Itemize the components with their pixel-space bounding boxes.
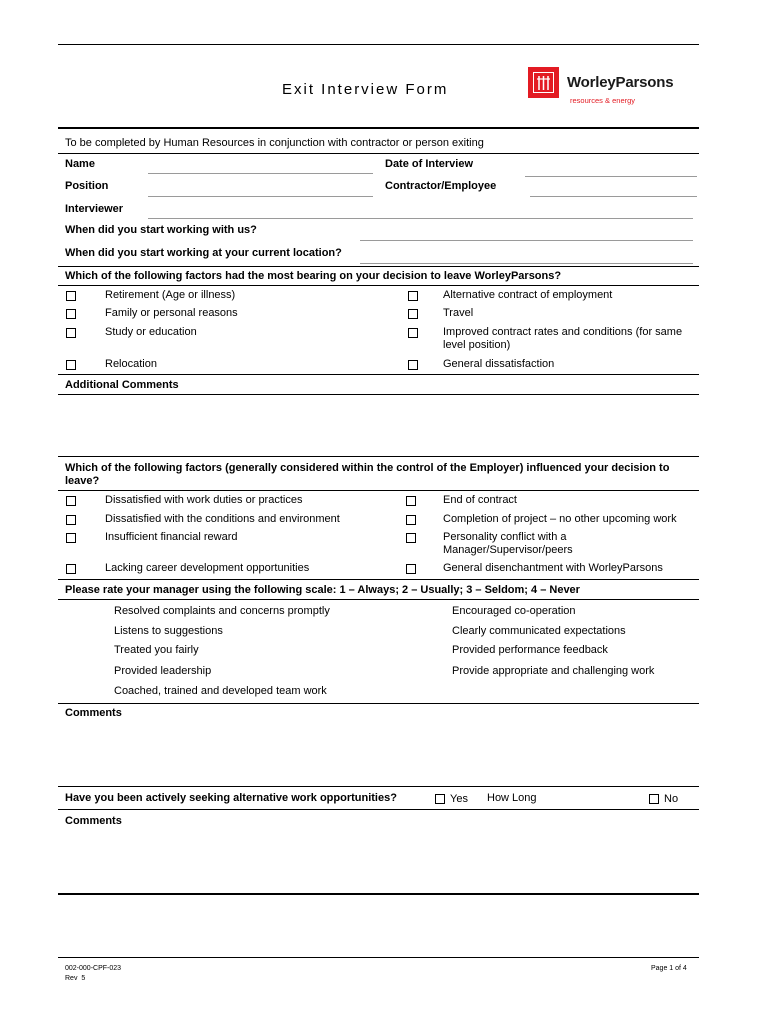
section3-question: Please rate your manager using the following scale: 1 – Always; 2 – Usually; 3 – Seldom; 4 – Never xyxy=(65,584,580,596)
end-of-contract-checkbox[interactable] xyxy=(406,496,416,506)
general-disenchantment-checkbox[interactable] xyxy=(406,564,416,574)
section2-question-rule xyxy=(58,490,699,491)
family-checkbox[interactable] xyxy=(66,309,76,319)
personality-conflict-checkbox[interactable] xyxy=(406,533,416,543)
logo-name: WorleyParsons xyxy=(567,74,674,91)
financial-reward-label: Insufficient financial reward xyxy=(105,531,238,543)
no-checkbox[interactable] xyxy=(649,794,659,804)
rating-item: Coached, trained and developed team work xyxy=(114,685,327,697)
additional-comments-label: Additional Comments xyxy=(65,379,179,391)
section1-question: Which of the following factors had the most bearing on your decision to leave WorleyParsons? xyxy=(65,270,562,282)
travel-label: Travel xyxy=(443,307,474,319)
general-disenchantment-label: General disenchantment with WorleyParsons xyxy=(443,562,663,574)
footer-rule xyxy=(58,957,699,958)
work-duties-checkbox[interactable] xyxy=(66,496,76,506)
interviewer-field[interactable] xyxy=(148,218,693,219)
start-location-field[interactable] xyxy=(360,263,693,264)
section2-question: Which of the following factors (generally considered within the control of the Employer) influenced your decision to xyxy=(65,462,670,474)
conditions-checkbox[interactable] xyxy=(66,515,76,525)
section3-comments-rule xyxy=(58,703,699,704)
start-location-label: When did you start working at your current location? xyxy=(65,247,342,259)
completion-of-project-label: Completion of project – no other upcoming work xyxy=(443,513,677,525)
name-label: Name xyxy=(65,158,95,170)
page-title: Exit Interview Form xyxy=(282,81,449,98)
rating-item: Provided leadership xyxy=(114,665,212,677)
financial-reward-checkbox[interactable] xyxy=(66,533,76,543)
family-label: Family or personal reasons xyxy=(105,307,238,319)
rating-item: Provide appropriate and challenging work xyxy=(452,665,655,677)
personality-conflict-label-cont: Manager/Supervisor/peers xyxy=(443,544,573,556)
start-working-label: When did you start working with us? xyxy=(65,224,257,236)
section1-comments-rule xyxy=(58,374,699,375)
date-of-interview-field[interactable] xyxy=(525,176,697,177)
alternative-contract-label: Alternative contract of employment xyxy=(443,289,613,301)
page-number: Page 1 of 4 xyxy=(651,965,687,972)
retirement-checkbox[interactable] xyxy=(66,291,76,301)
contractor-employee-field[interactable] xyxy=(530,196,697,197)
personality-conflict-label: Personality conflict with a xyxy=(443,531,567,543)
improved-rates-label-cont: level position) xyxy=(443,339,511,351)
section3-question-rule xyxy=(58,599,699,600)
interviewer-label: Interviewer xyxy=(65,203,124,215)
improved-rates-checkbox[interactable] xyxy=(408,328,418,338)
section4-comments-label: Comments xyxy=(65,815,122,827)
top-rule xyxy=(58,44,699,45)
career-development-label: Lacking career development opportunities xyxy=(105,562,310,574)
document-number: 002-000-CPF-023 xyxy=(65,965,122,972)
rating-item: Provided performance feedback xyxy=(452,644,608,656)
rating-item: Treated you fairly xyxy=(114,644,199,656)
study-checkbox[interactable] xyxy=(66,328,76,338)
logo-tagline: resources & energy xyxy=(570,96,636,105)
position-field[interactable] xyxy=(148,196,373,197)
position-label: Position xyxy=(65,180,109,192)
yes-checkbox[interactable] xyxy=(435,794,445,804)
general-dissatisfaction-label: General dissatisfaction xyxy=(443,358,555,370)
retirement-label: Retirement (Age or illness) xyxy=(105,289,236,301)
intro-text: To be completed by Human Resources in conjunction with contractor or person exiting xyxy=(65,137,484,149)
rating-item: Listens to suggestions xyxy=(114,625,223,637)
completion-of-project-checkbox[interactable] xyxy=(406,515,416,525)
section2-top-rule xyxy=(58,456,699,457)
relocation-checkbox[interactable] xyxy=(66,360,76,370)
rating-item: Resolved complaints and concerns promptly xyxy=(114,605,330,617)
relocation-label: Relocation xyxy=(105,358,157,370)
intro-rule xyxy=(58,153,699,154)
conditions-label: Dissatisfied with the conditions and environment xyxy=(105,513,340,525)
section1-question-rule xyxy=(58,285,699,286)
section1-top-rule xyxy=(58,266,699,267)
section4-comments-rule xyxy=(58,809,699,810)
improved-rates-label: Improved contract rates and conditions (for same xyxy=(443,326,683,338)
study-label: Study or education xyxy=(105,326,197,338)
general-dissatisfaction-checkbox[interactable] xyxy=(408,360,418,370)
date-of-interview-label: Date of Interview xyxy=(385,158,474,170)
alternative-contract-checkbox[interactable] xyxy=(408,291,418,301)
how-long-label: How Long xyxy=(487,792,537,804)
revision: Rev 5 xyxy=(65,975,86,982)
rating-item: Clearly communicated expectations xyxy=(452,625,626,637)
bottom-rule xyxy=(58,893,699,895)
section2-question-cont: leave? xyxy=(65,475,100,487)
contractor-employee-label: Contractor/Employee xyxy=(385,180,497,192)
section4-top-rule xyxy=(58,786,699,787)
additional-comments-rule xyxy=(58,394,699,395)
yes-label: Yes xyxy=(450,793,468,805)
header-rule xyxy=(58,127,699,129)
comments-label: Comments xyxy=(65,707,122,719)
work-duties-label: Dissatisfied with work duties or practices xyxy=(105,494,303,506)
no-label: No xyxy=(664,793,679,805)
worleyparsons-logo-icon xyxy=(528,67,559,98)
section3-top-rule xyxy=(58,579,699,580)
name-field[interactable] xyxy=(148,173,373,174)
end-of-contract-label: End of contract xyxy=(443,494,517,506)
seeking-work-question: Have you been actively seeking alternative work opportunities? xyxy=(65,792,397,804)
rating-item: Encouraged co-operation xyxy=(452,605,576,617)
career-development-checkbox[interactable] xyxy=(66,564,76,574)
travel-checkbox[interactable] xyxy=(408,309,418,319)
start-working-field[interactable] xyxy=(360,240,693,241)
